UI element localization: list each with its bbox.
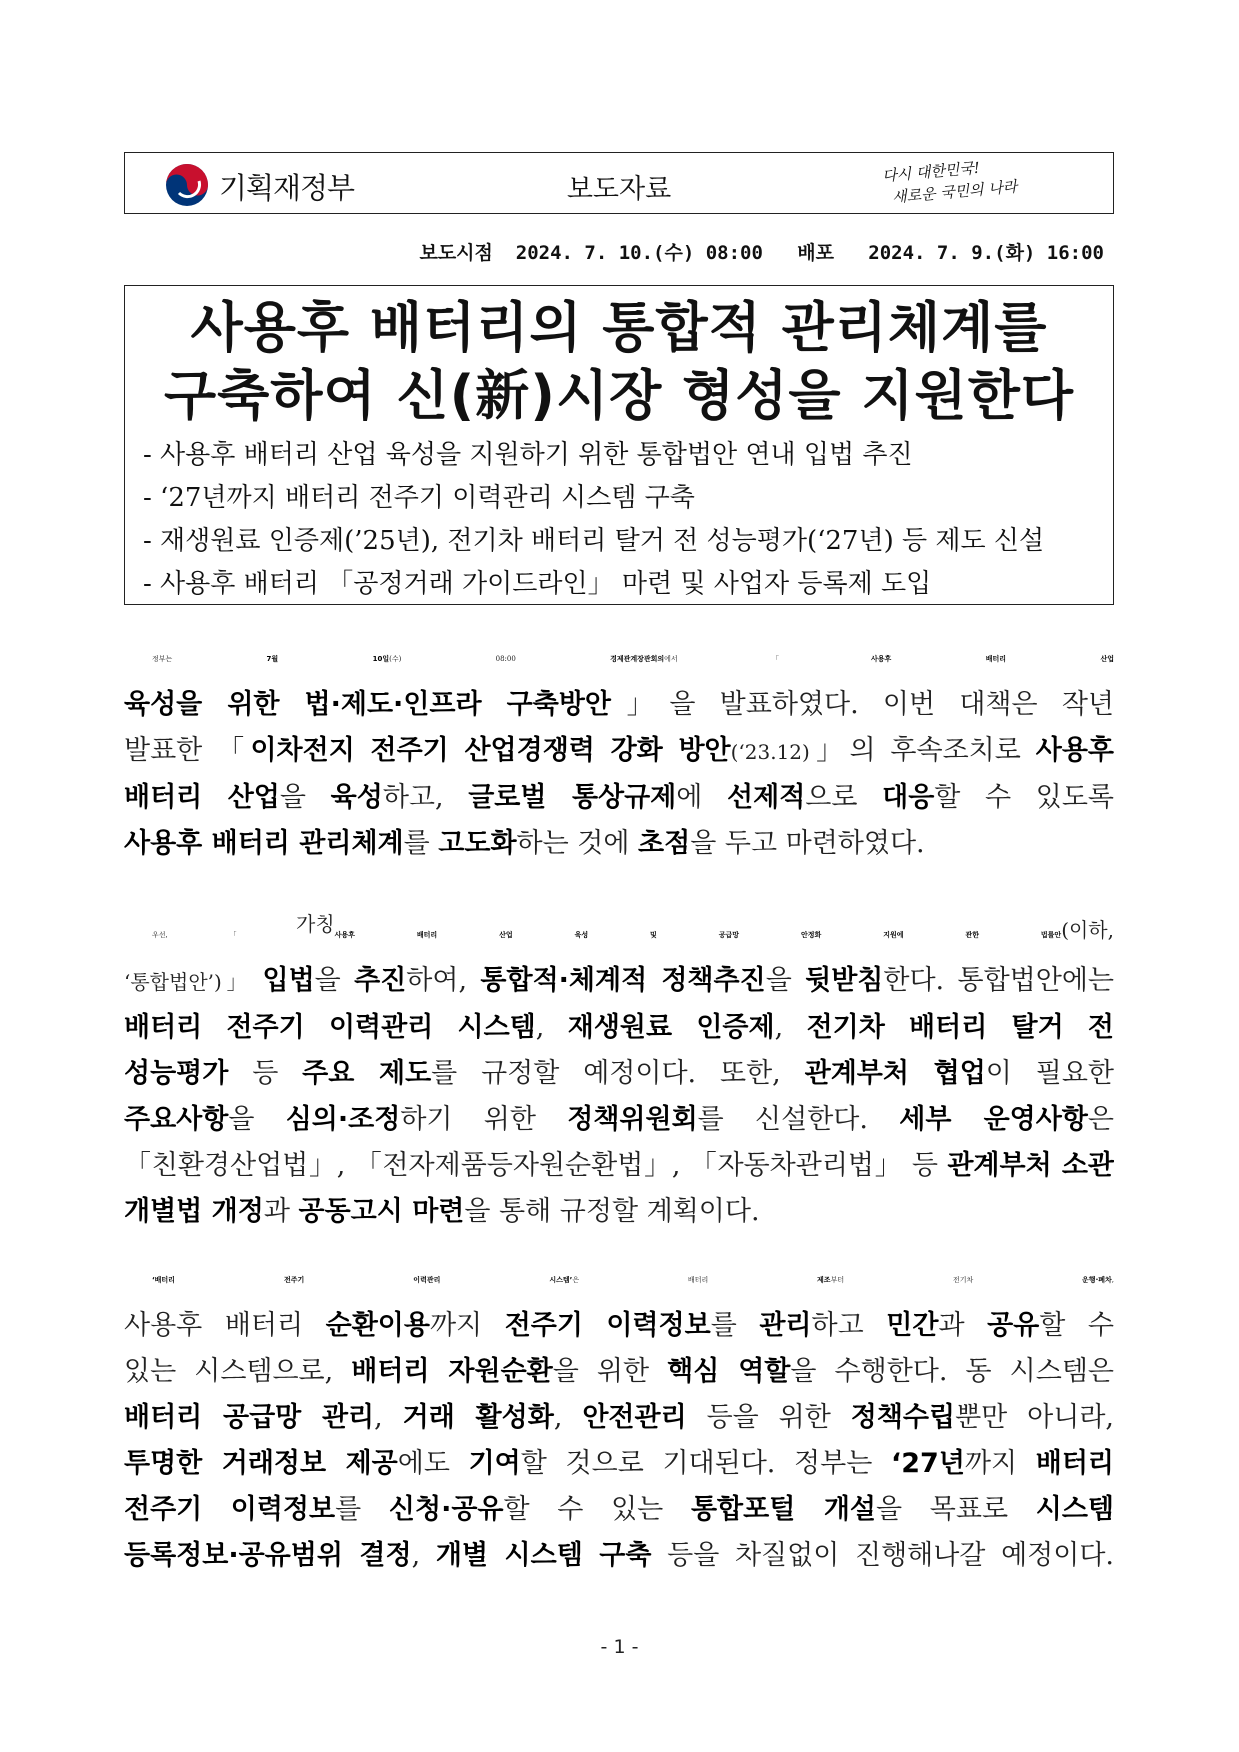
body-paragraph-2 bbox=[124, 901, 1114, 1235]
paragraph-line: 사용후 배터리 순환이용까지 전주기 이력정보를 관리하고 민간과 공유할 수 bbox=[124, 1310, 1114, 1341]
paragraph-line: 등록정보·공유범위 결정, 개별 시스템 구축 등을 차질없이 진행해나갈 예정이다. bbox=[124, 1540, 1114, 1571]
paragraph-line: 「친환경산업법」, 「전자제품등자원순환법」, 「자동차관리법」 등 관계부처 소관 bbox=[124, 1150, 1114, 1181]
paragraph-line: 육성을 위한 법·제도·인프라 구축방안」을 발표하였다. 이번 대책은 작년 bbox=[124, 689, 1114, 720]
headline-box bbox=[124, 285, 1114, 605]
paragraph-line: 배터리 공급망 관리, 거래 활성화, 안전관리 등을 위한 정책수립뿐만 아니라, bbox=[124, 1402, 1114, 1433]
paragraph-line: 배터리 산업을 육성하고, 글로벌 통상규제에 선제적으로 대응할 수 있도록 bbox=[124, 782, 1114, 813]
embargo-time: 2024. 7. 10.(수) 08:00 bbox=[515, 242, 763, 264]
paragraph-line: 투명한 거래정보 제공에도 기여할 것으로 기대된다. 정부는 ‘27년까지 배터리 bbox=[124, 1448, 1114, 1479]
paragraph-line: 우선, 「가칭사용후 배터리 산업 육성 및 공급망 안정화 지원에 관한 법률안(이하, bbox=[152, 912, 1114, 942]
paragraph-line: ‘배터리 전주기 이력관리 시스템’은 배터리 제조부터 전기차 운행·폐차, bbox=[152, 1276, 1114, 1284]
paragraph-line: 전주기 이력정보를 신청·공유할 수 있는 통합포털 개설을 목표로 시스템 bbox=[124, 1494, 1114, 1525]
ministry-name: 기획재정부 bbox=[219, 171, 355, 205]
doc-type-label: 보도자료 bbox=[566, 174, 672, 205]
slogan-line-1: 다시 대한민국! bbox=[881, 158, 981, 186]
distribution-label: 배포 bbox=[797, 242, 834, 264]
release-info bbox=[419, 238, 1104, 265]
header-box bbox=[124, 152, 1114, 214]
headline bbox=[125, 294, 1113, 430]
sub-bullet: - 사용후 배터리 산업 육성을 지원하기 위한 통합법안 연내 입법 추진 bbox=[143, 440, 913, 470]
embargo-label: 보도시점 bbox=[419, 242, 493, 264]
body-paragraph-1 bbox=[124, 636, 1114, 867]
headline-line-2: 구축하여 신(新)시장 형성을 지원한다 bbox=[163, 364, 1075, 427]
paragraph-line: 성능평가 등 주요 제도를 규정할 예정이다. 또한, 관계부처 협업이 필요한 bbox=[124, 1058, 1114, 1089]
paragraph-line: 주요사항을 심의·조정하기 위한 정책위원회를 신설한다. 세부 운영사항은 bbox=[124, 1104, 1114, 1135]
paragraph-line: ‘통합법안’)」 입법을 추진하여, 통합적·체계적 정책추진을 뒷받침한다. 통합법안에는 bbox=[124, 965, 1114, 996]
paragraph-line: 사용후 배터리 관리체계를 고도화하는 것에 초점을 두고 마련하였다. bbox=[124, 828, 925, 859]
paragraph-line: 정부는 7월 10일(수) 08:00 경제관계장관회의에서 「사용후 배터리 산업 bbox=[152, 655, 1114, 663]
paragraph-line: 배터리 전주기 이력관리 시스템, 재생원료 인증제, 전기차 배터리 탈거 전 bbox=[124, 1012, 1114, 1043]
sub-bullet: - 사용후 배터리 「공정거래 가이드라인」 마련 및 사업자 등록제 도입 bbox=[143, 569, 932, 599]
sub-bullet-list bbox=[143, 434, 1044, 606]
paragraph-line: 개별법 개정과 공동고시 마련을 통해 규정할 계획이다. bbox=[124, 1196, 760, 1227]
paragraph-line: 발표한 「이차전지 전주기 산업경쟁력 강화 방안(‘23.12)」의 후속조치로 사용후 bbox=[124, 735, 1114, 766]
slogan-line-2: 새로운 국민의 나라 bbox=[891, 177, 1018, 207]
body-paragraph-3 bbox=[124, 1257, 1114, 1579]
sub-bullet: - ‘27년까지 배터리 전주기 이력관리 시스템 구축 bbox=[143, 483, 695, 513]
page-number: - 1 - bbox=[600, 1636, 639, 1658]
headline-line-1: 사용후 배터리의 통합적 관리체계를 bbox=[190, 296, 1048, 359]
paragraph-line: 있는 시스템으로, 배터리 자원순환을 위한 핵심 역할을 수행한다. 동 시스템은 bbox=[124, 1356, 1114, 1387]
distribution-time: 2024. 7. 9.(화) 16:00 bbox=[868, 242, 1104, 264]
sub-bullet: - 재생원료 인증제(’25년), 전기차 배터리 탈거 전 성능평가(‘27년) 등 제도 신설 bbox=[143, 526, 1045, 556]
